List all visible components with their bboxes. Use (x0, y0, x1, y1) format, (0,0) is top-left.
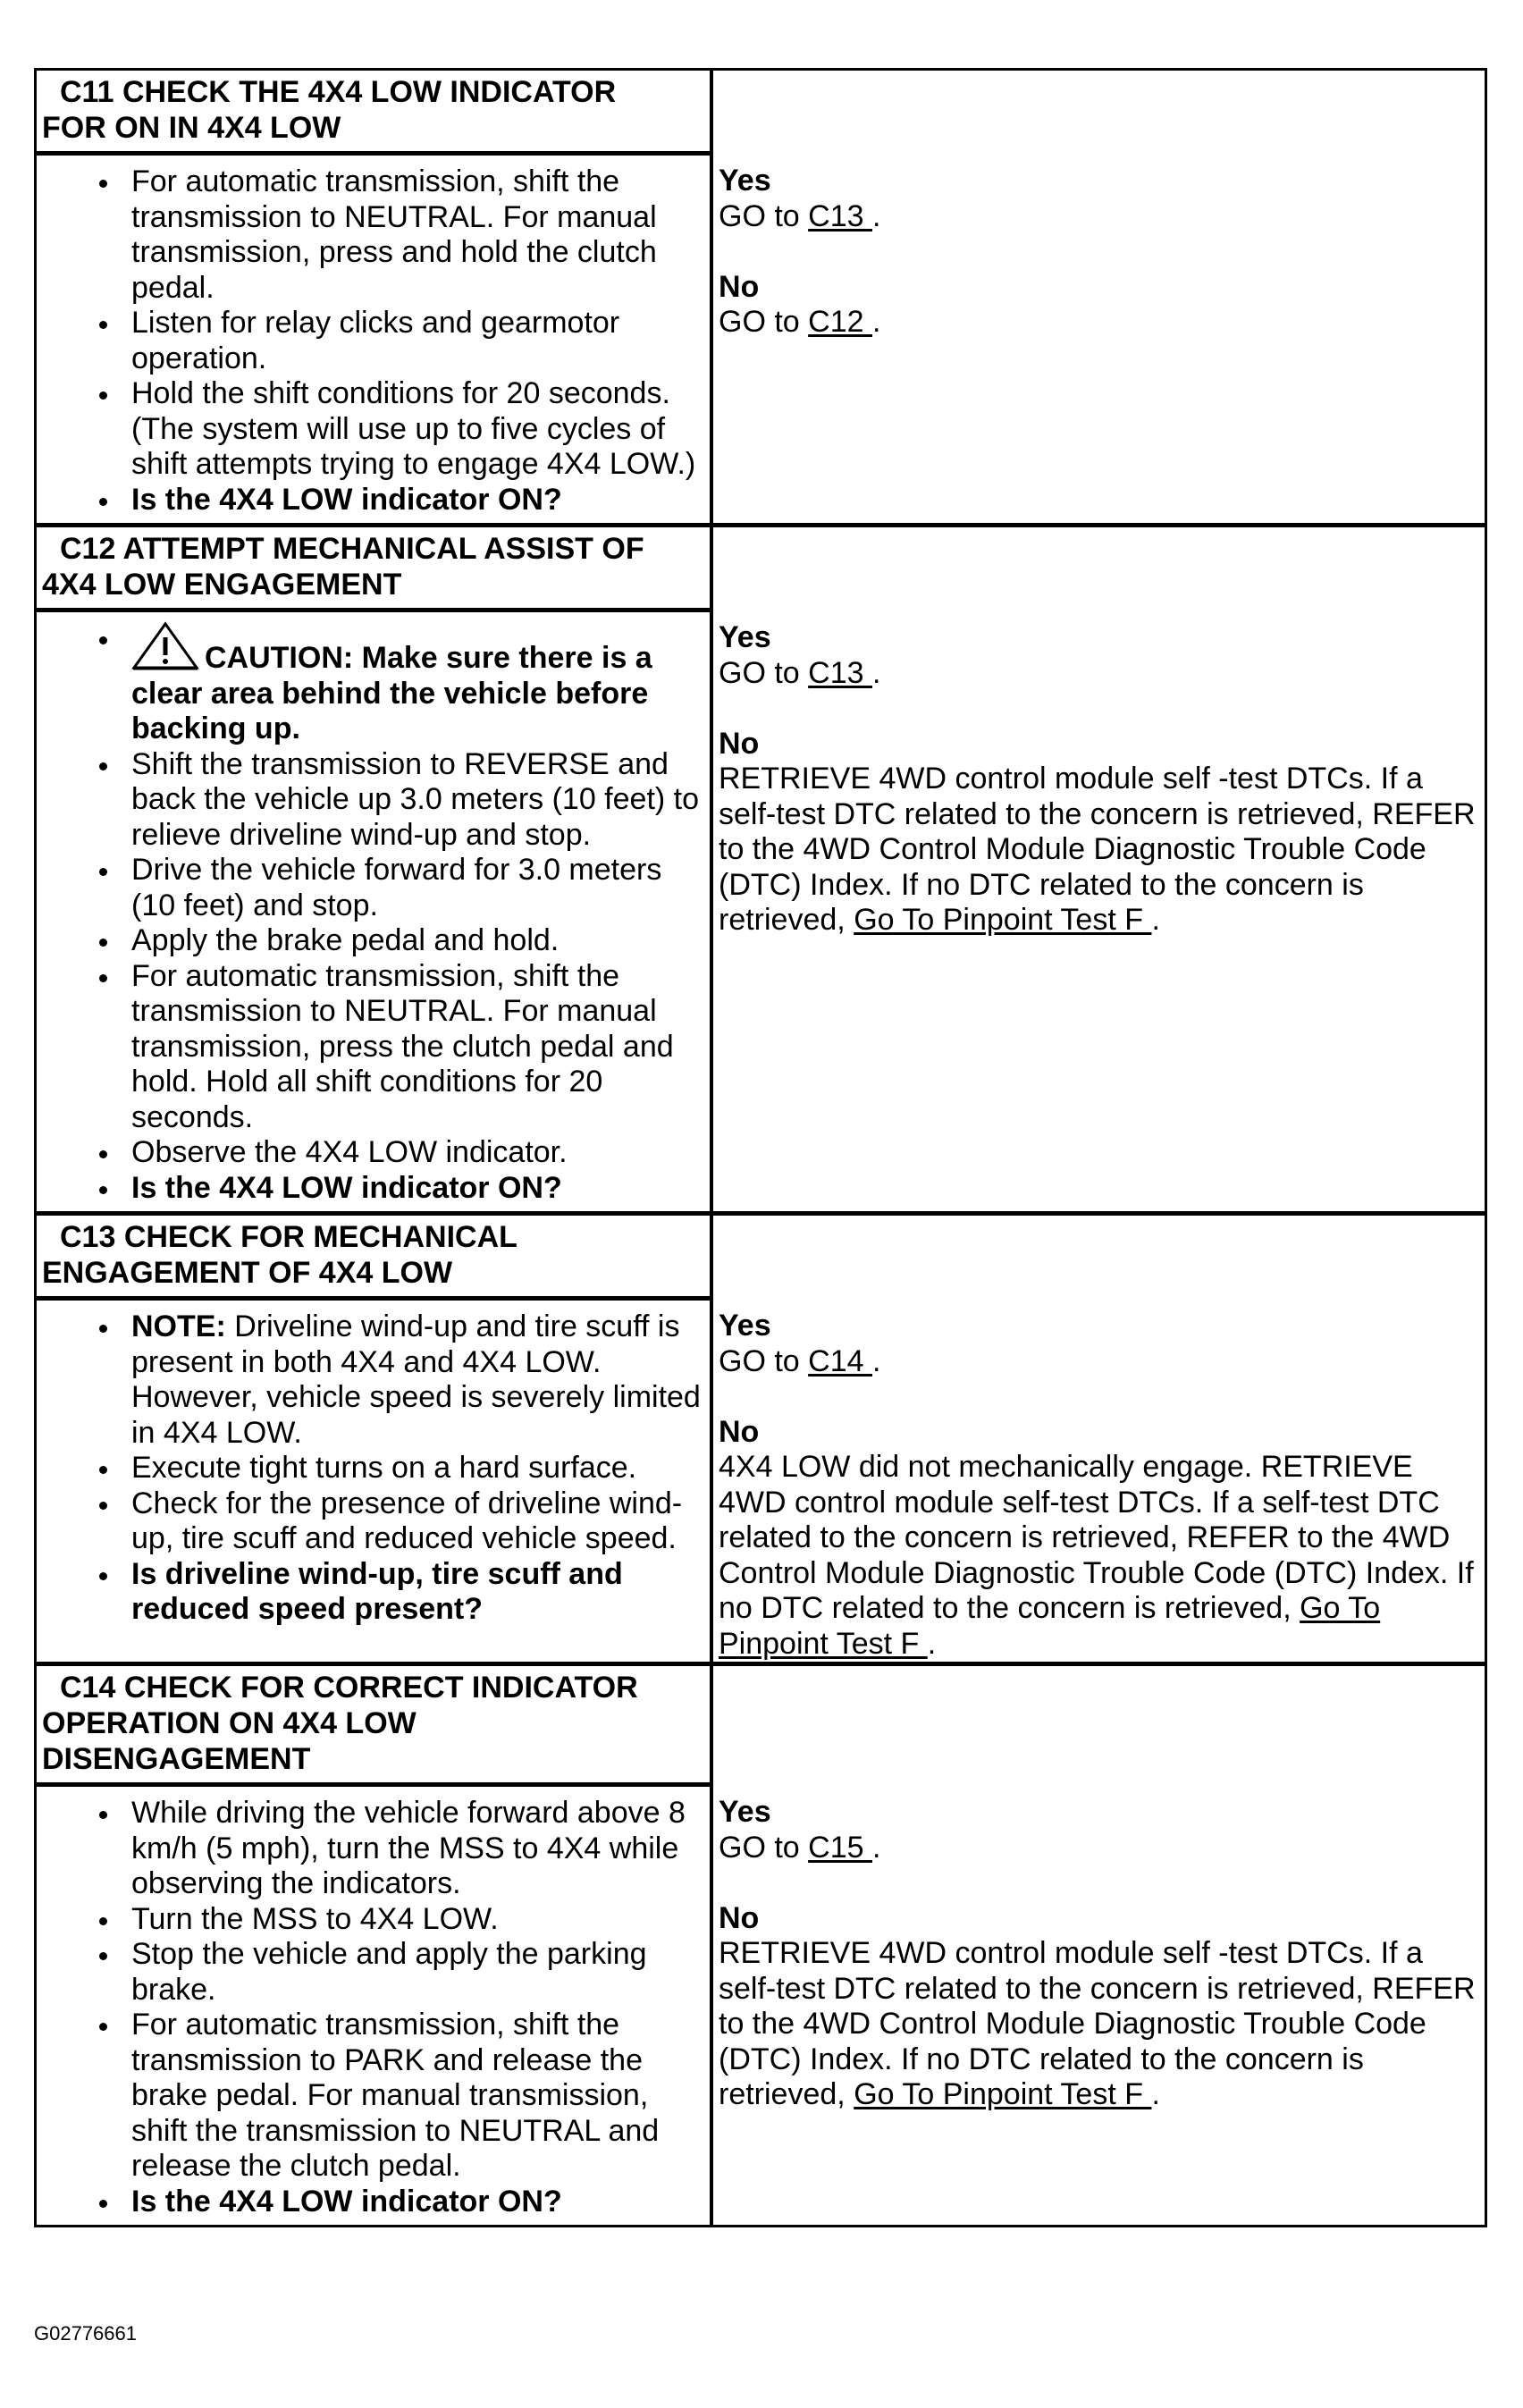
punct: . (1151, 903, 1160, 937)
action-item: Hold the shift conditions for 20 seconds. (The system will use up to five cycles of shift attempts trying to engage 4X4 LOW.) (94, 376, 703, 483)
no-label: No (719, 269, 760, 304)
yes-text: GO to (719, 198, 809, 233)
no-label: No (719, 726, 760, 761)
action-item: Apply the brake pedal and hold. (94, 923, 703, 959)
caution-triangle-icon (131, 621, 199, 671)
yes-text: GO to (719, 1830, 809, 1865)
step-c11-actions-col (37, 71, 713, 523)
step-c13-results-col (713, 1216, 1485, 1662)
no-text: RETRIEVE 4WD control module self -test DTCs. If a self-test DTC related to the concern is retrieved, REFER to the 4WD Control Module Diagnostic Trouble Code (DTC) Index. If no DTC related to the concern is retrieved, (719, 762, 1476, 937)
link-pinpoint-test-f[interactable]: Go To Pinpoint Test F (854, 903, 1152, 937)
pinpoint-test-table (34, 68, 1487, 2227)
no-label: No (719, 1414, 760, 1449)
action-item: While driving the vehicle forward above 8 km/h (5 mph), turn the MSS to 4X4 while observing the indicators. (94, 1796, 703, 1902)
action-list (37, 1301, 710, 1633)
yes-label: Yes (719, 1309, 771, 1343)
step-c14-title (37, 1666, 710, 1787)
action-item: Shift the transmission to REVERSE and back the vehicle up 3.0 meters (10 feet) to relieve driveline wind-up and stop. (94, 747, 703, 854)
link-c15[interactable]: C15 (808, 1830, 872, 1865)
no-text: 4X4 LOW did not mechanically engage. RETRIEVE 4WD control module self-test DTCs. If a self-test DTC related to the concern is retrieved, REFER to the 4WD Control Module Diagnostic Trouble Code (DTC) Index. If no DTC related to the concern is retrieved, (719, 1450, 1474, 1625)
step-c12-results-col (713, 527, 1485, 1211)
step-c13-actions-col (37, 1216, 713, 1662)
no-result (719, 1450, 1479, 1662)
link-c12[interactable]: C12 (808, 305, 872, 339)
step-c12-title (37, 527, 710, 612)
yes-label: Yes (719, 164, 771, 198)
step-c11-title (37, 71, 710, 156)
action-list (37, 1787, 710, 2225)
action-item: For automatic transmission, shift the transmission to NEUTRAL. For manual transmission, press and hold the clutch pedal. (94, 164, 703, 306)
no-result (719, 1936, 1479, 2113)
link-c14[interactable]: C14 (808, 1343, 872, 1378)
step-title-line: C11 CHECK THE 4X4 LOW INDICATOR (60, 75, 617, 109)
punct: . (1151, 2077, 1160, 2111)
note-item (94, 1309, 703, 1451)
yes-result (719, 1831, 1479, 1866)
yes-text: GO to (719, 1343, 809, 1378)
step-title-line: 4X4 LOW ENGAGEMENT (42, 568, 402, 602)
step-title-line: C14 CHECK FOR CORRECT INDICATOR (60, 1671, 638, 1705)
yes-label: Yes (719, 1795, 771, 1829)
action-question: Is the 4X4 LOW indicator ON? (94, 483, 703, 518)
link-pinpoint-test-f[interactable]: Go To Pinpoint Test F (854, 2077, 1152, 2111)
step-c11 (37, 71, 1485, 527)
step-c12 (37, 527, 1485, 1216)
step-c13 (37, 1216, 1485, 1666)
action-item: Observe the 4X4 LOW indicator. (94, 1135, 703, 1171)
note-text: Driveline wind-up and tire scuff is present in both 4X4 and 4X4 LOW. However, vehicle speed is severely limited in 4X4 LOW. (131, 1309, 701, 1450)
action-item: Stop the vehicle and apply the parking brake. (94, 1937, 703, 2008)
punct: . (871, 655, 881, 690)
no-result (719, 762, 1479, 939)
step-title-line: ENGAGEMENT OF 4X4 LOW (42, 1256, 453, 1290)
no-label: No (719, 1900, 760, 1935)
punct: . (927, 1626, 937, 1661)
step-title-line: DISENGAGEMENT (42, 1742, 311, 1776)
step-title-line: FOR ON IN 4X4 LOW (42, 111, 341, 145)
figure-id: G02776661 (34, 2322, 137, 2345)
caution-text: CAUTION: Make sure there is a clear area behind the vehicle before backing up. (131, 641, 652, 745)
caution-item (94, 621, 703, 747)
punct: . (871, 1343, 881, 1378)
punct: . (871, 1830, 881, 1865)
step-c14-results-col (713, 1666, 1485, 2225)
action-item: Drive the vehicle forward for 3.0 meters (10 feet) and stop. (94, 853, 703, 923)
action-item: Turn the MSS to 4X4 LOW. (94, 1902, 703, 1938)
action-item: Check for the presence of driveline wind-up, tire scuff and reduced vehicle speed. (94, 1486, 703, 1557)
yes-label: Yes (719, 620, 771, 654)
yes-result (719, 1344, 1479, 1380)
step-c14-actions-col (37, 1666, 713, 2225)
yes-result (719, 199, 1479, 235)
step-c14 (37, 1666, 1485, 2225)
action-question: Is the 4X4 LOW indicator ON? (94, 1171, 703, 1207)
link-c13[interactable]: C13 (808, 198, 872, 233)
step-c11-results-col (713, 71, 1485, 523)
link-pinpoint-test-f[interactable]: Go To Pinpoint Test F (719, 1591, 1381, 1661)
punct: . (871, 305, 881, 339)
yes-text: GO to (719, 655, 809, 690)
yes-result (719, 656, 1479, 692)
action-question: Is driveline wind-up, tire scuff and reduced speed present? (94, 1557, 703, 1628)
no-result (719, 305, 1479, 341)
no-text: GO to (719, 305, 809, 339)
step-title-line: OPERATION ON 4X4 LOW (42, 1706, 417, 1740)
action-question: Is the 4X4 LOW indicator ON? (94, 2185, 703, 2220)
step-c12-actions-col (37, 527, 713, 1211)
action-item: Listen for relay clicks and gearmotor operation. (94, 306, 703, 376)
action-item: For automatic transmission, shift the transmission to NEUTRAL. For manual transmission, press the clutch pedal and hold. Hold all shift conditions for 20 seconds. (94, 959, 703, 1136)
no-text: RETRIEVE 4WD control module self -test DTCs. If a self-test DTC related to the concern is retrieved, REFER to the 4WD Control Module Diagnostic Trouble Code (DTC) Index. If no DTC related to the concern is retrieved, (719, 1936, 1476, 2111)
punct: . (871, 198, 881, 233)
link-c13[interactable]: C13 (808, 655, 872, 690)
action-item: For automatic transmission, shift the transmission to PARK and release the brake pedal. For manual transmission, shift the transmission to NEUTRAL and release the clutch pedal. (94, 2008, 703, 2185)
step-c13-title (37, 1216, 710, 1301)
action-list (37, 612, 710, 1211)
action-item: Execute tight turns on a hard surface. (94, 1451, 703, 1486)
note-label: NOTE: (131, 1309, 226, 1343)
step-title-line: C13 CHECK FOR MECHANICAL (60, 1220, 517, 1254)
step-title-line: C12 ATTEMPT MECHANICAL ASSIST OF (60, 532, 644, 566)
action-list (37, 156, 710, 523)
